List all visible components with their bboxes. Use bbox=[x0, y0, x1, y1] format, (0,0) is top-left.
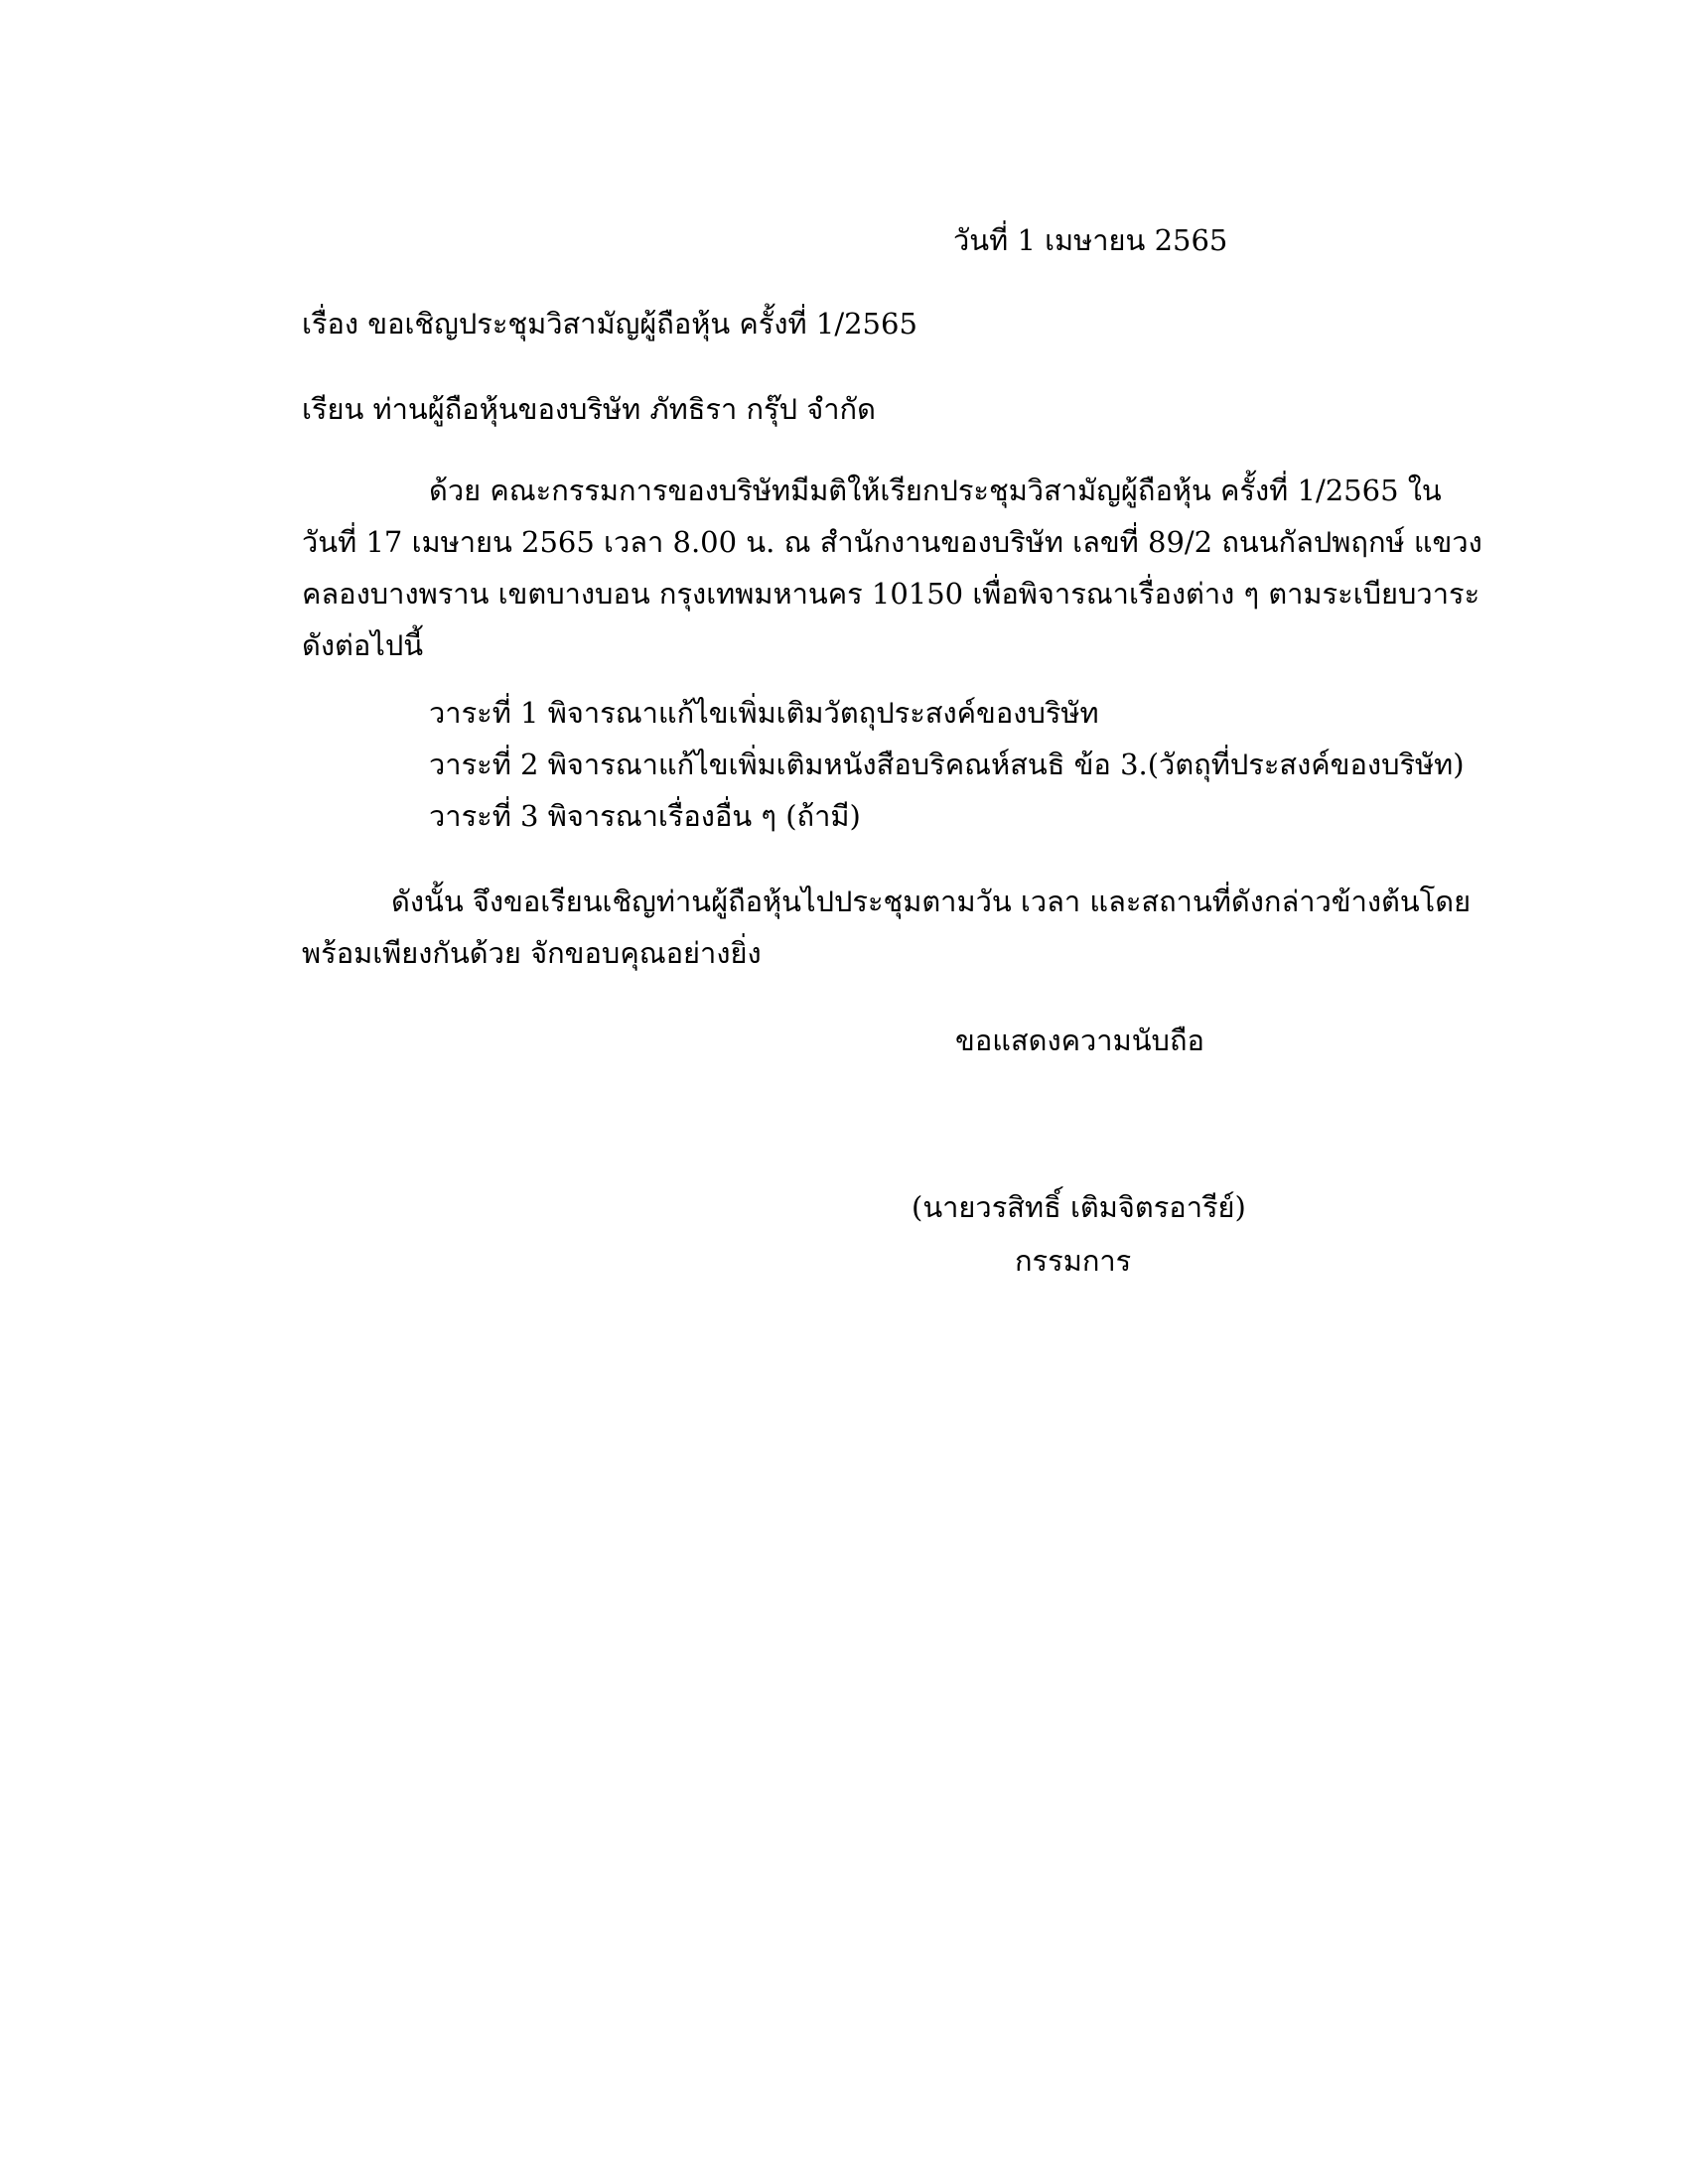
closing-line: พร้อมเพียงกันด้วย จักขอบคุณอย่างยิ่ง bbox=[302, 936, 762, 970]
body-line: คลองบางพราน เขตบางบอน กรุงเทพมหานคร 10150 เพื่อพิจารณาเรื่องต่าง ๆ ตามระเบียบวาระ bbox=[302, 577, 1480, 611]
agenda-item: วาระที่ 1 พิจารณาแก้ไขเพิ่มเติมวัตถุประสงค์ของบริษัท bbox=[429, 696, 1099, 730]
letter-subject: เรื่อง ขอเชิญประชุมวิสามัญผู้ถือหุ้น ครั้งที่ 1/2565 bbox=[302, 307, 917, 341]
body-line: วันที่ 17 เมษายน 2565 เวลา 8.00 น. ณ สำนักงานของบริษัท เลขที่ 89/2 ถนนกัลปพฤกษ์ แขวง bbox=[302, 525, 1482, 559]
letter-date: วันที่ 1 เมษายน 2565 bbox=[953, 223, 1228, 257]
regards-line: ขอแสดงความนับถือ bbox=[955, 1024, 1204, 1057]
letter-salutation: เรียน ท่านผู้ถือหุ้นของบริษัท ภัทธิรา กรุ๊ป จำกัด bbox=[302, 392, 876, 426]
signer-title: กรรมการ bbox=[1015, 1244, 1132, 1278]
body-line: ดังต่อไปนี้ bbox=[302, 628, 424, 662]
signer-name: (นายวรสิทธิ์ เติมจิตรอารีย์) bbox=[912, 1190, 1246, 1224]
body-line: ด้วย คณะกรรมการของบริษัทมีมติให้เรียกประชุมวิสามัญผู้ถือหุ้น ครั้งที่ 1/2565 ใน bbox=[429, 474, 1442, 507]
agenda-item: วาระที่ 2 พิจารณาแก้ไขเพิ่มเติมหนังสือบริคณห์สนธิ ข้อ 3.(วัตถุที่ประสงค์ของบริษัท) bbox=[429, 748, 1465, 781]
closing-line: ดังนั้น จึงขอเรียนเชิญท่านผู้ถือหุ้นไปประชุมตามวัน เวลา และสถานที่ดังกล่าวข้างต้นโดย bbox=[391, 885, 1472, 918]
agenda-item: วาระที่ 3 พิจารณาเรื่องอื่น ๆ (ถ้ามี) bbox=[429, 799, 861, 833]
